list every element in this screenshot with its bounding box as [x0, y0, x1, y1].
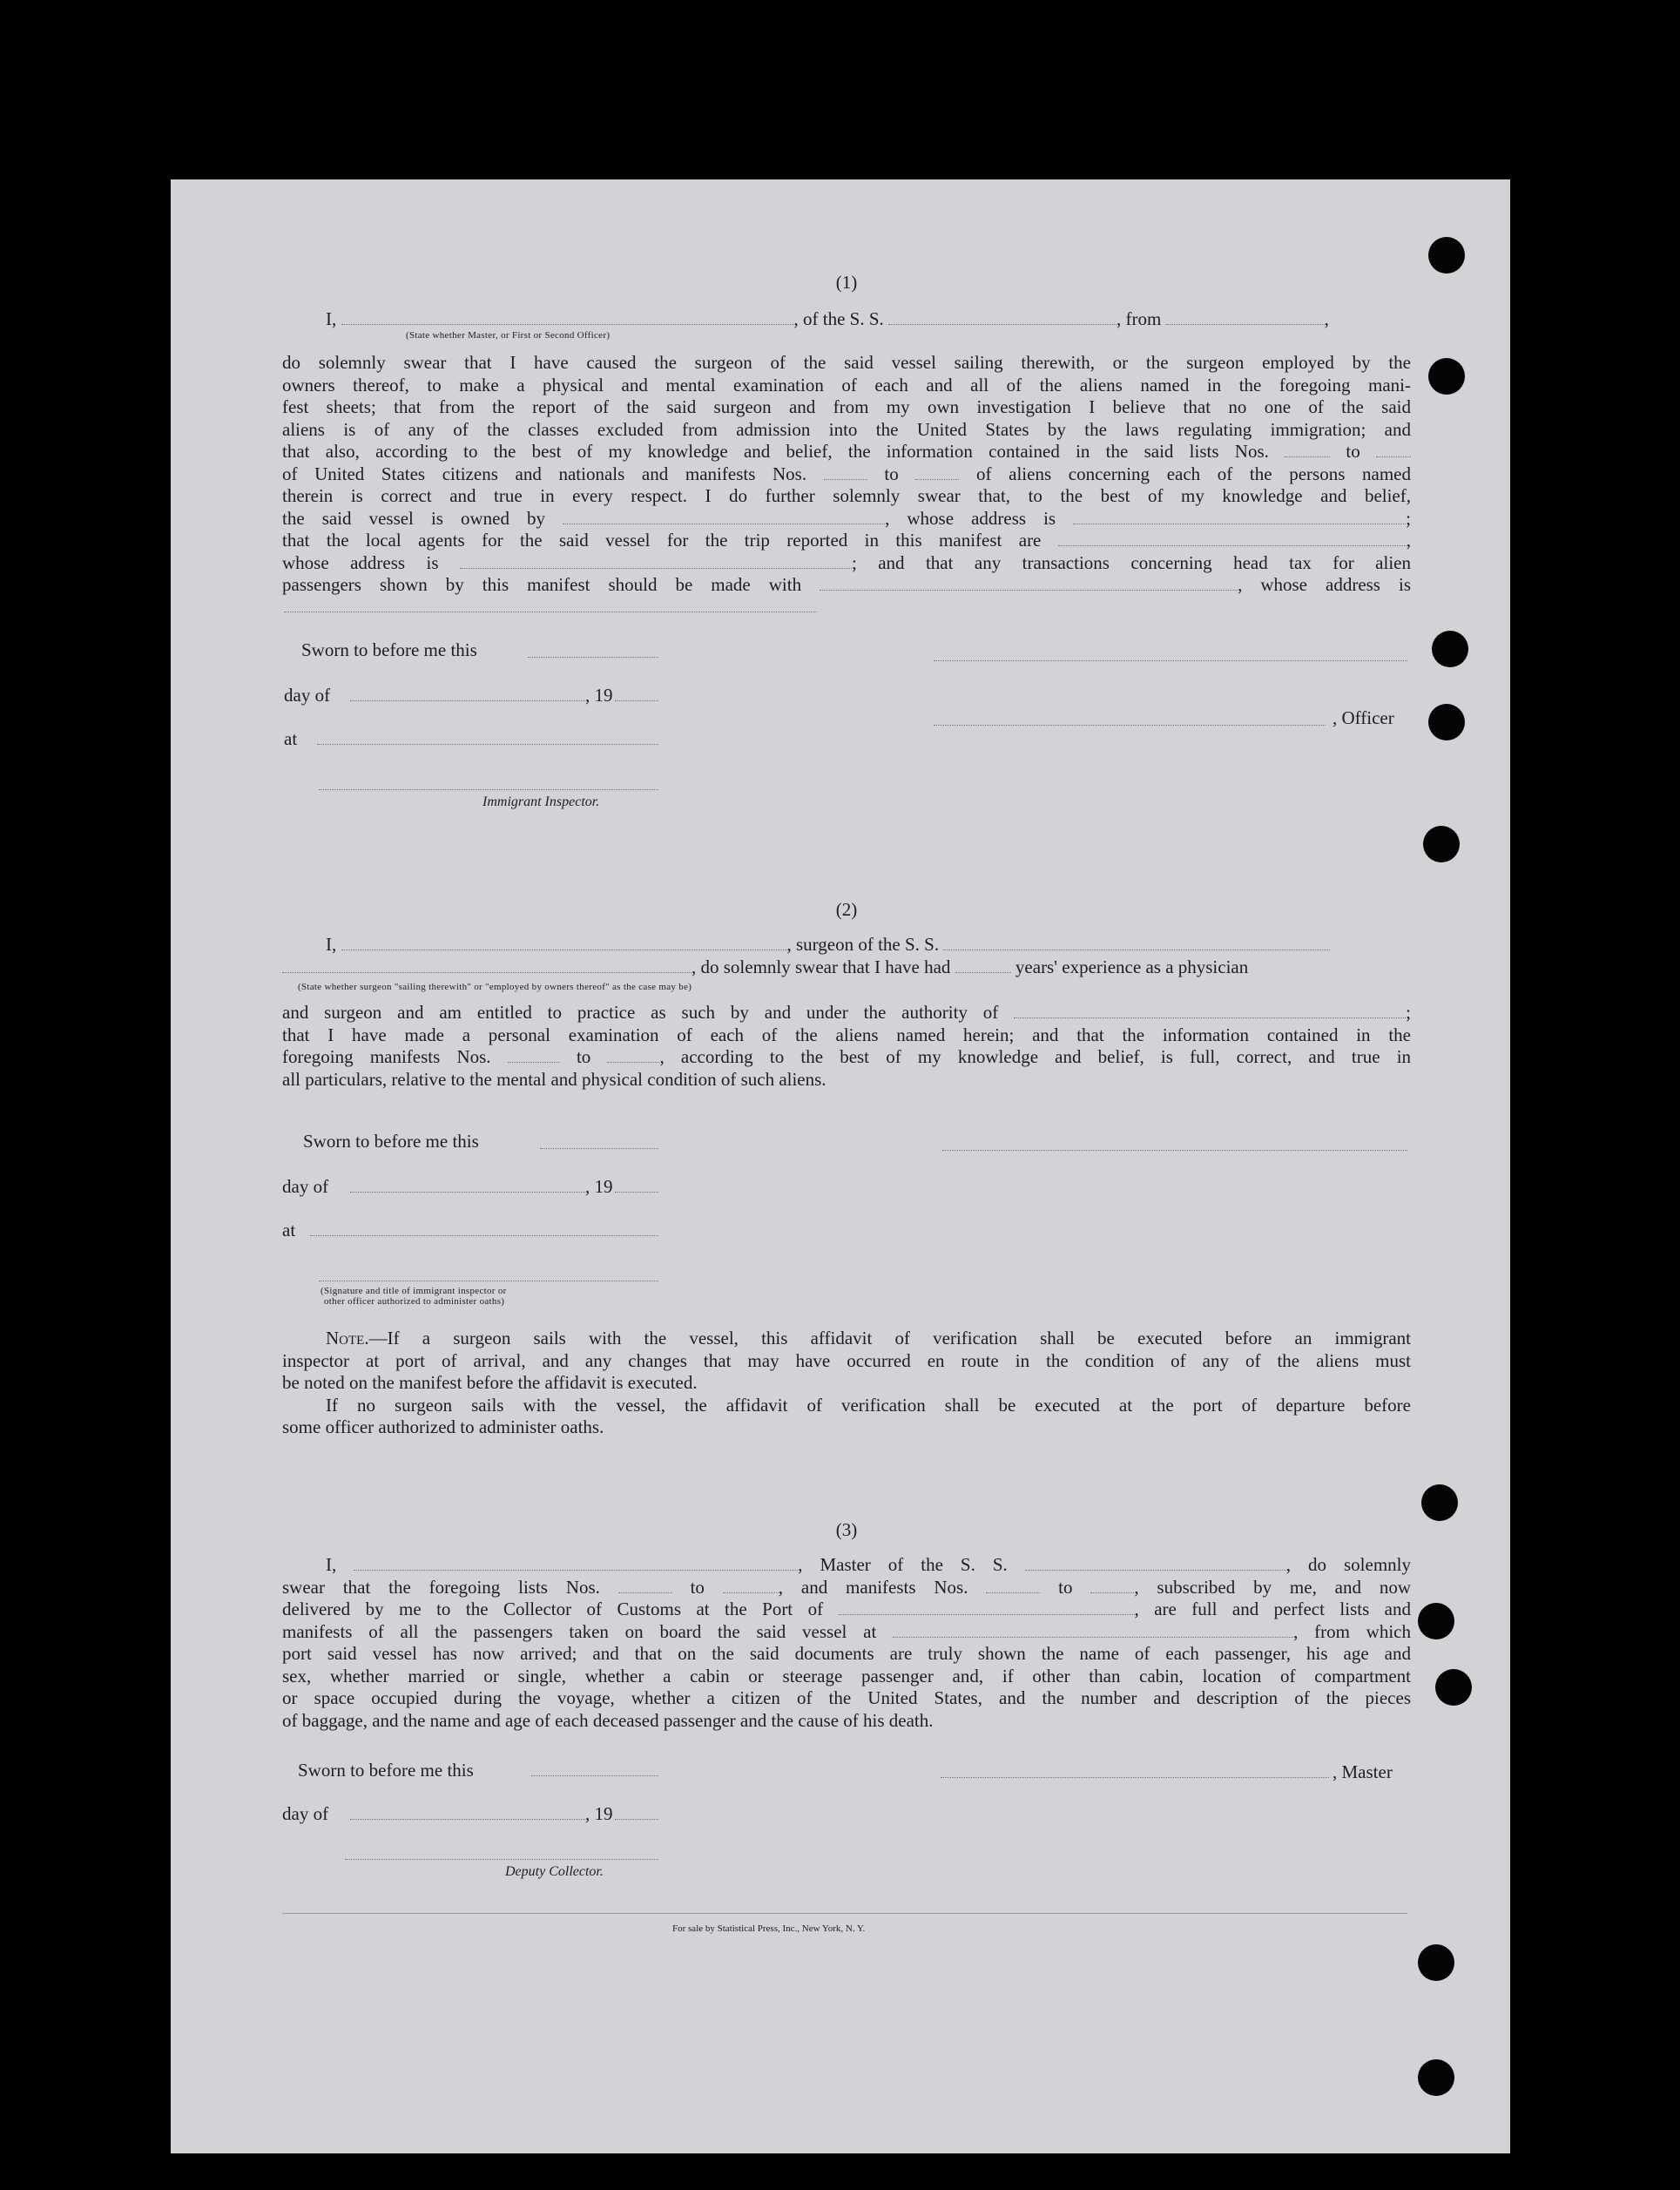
text: to — [1346, 441, 1360, 462]
local-agents-blank[interactable] — [1058, 530, 1407, 546]
at-label: at — [284, 728, 298, 749]
section-3-number: (3) — [835, 1519, 858, 1540]
text: to — [690, 1576, 705, 1598]
text: fest sheets; that from the report of the said surgeon and from my own investigation I believe that no one of the said — [282, 396, 1411, 417]
sworn-day-blank[interactable] — [528, 657, 658, 658]
sworn-day-blank[interactable] — [531, 1775, 658, 1776]
text: to — [884, 463, 899, 484]
section-1-opening-line — [282, 308, 1411, 331]
text: do solemnly swear that I have caused the surgeon of the said vessel sailing therewith, or the surgeon employed by the — [282, 352, 1411, 373]
text: I, — [326, 934, 337, 955]
text: , do solemnly — [1285, 1554, 1412, 1575]
years-blank[interactable] — [955, 956, 1011, 973]
day-of-label: day of — [282, 1803, 329, 1824]
text: of baggage, and the name and age of each deceased passenger and the cause of his death. — [282, 1709, 934, 1731]
punch-hole — [1428, 237, 1465, 274]
sworn-label: Sworn to before me this — [301, 639, 477, 660]
section-1-number: (1) — [835, 272, 858, 293]
text: whose address is — [282, 551, 439, 573]
year-blank[interactable] — [615, 1192, 658, 1193]
text: , are full and perfect lists and — [1134, 1599, 1412, 1619]
text: , from which — [1293, 1620, 1412, 1642]
text: , according to the best of my knowledge and belief, is full, correct, and true in — [659, 1046, 1412, 1067]
collector-signature-blank[interactable] — [345, 1859, 658, 1860]
form-page — [171, 179, 1510, 2153]
collector-caption: Deputy Collector. — [505, 1864, 604, 1879]
note-label: Note. — [326, 1328, 369, 1348]
section-2-body — [282, 934, 1411, 978]
text: , whose address is — [885, 507, 1056, 529]
manifests-to-blank[interactable] — [1090, 1577, 1134, 1593]
year-label: , 19 — [585, 1803, 613, 1824]
at-place-blank[interactable] — [310, 1235, 658, 1236]
officer-signature-blank[interactable] — [934, 725, 1326, 726]
text: and surgeon and am entitled to practice as such by and under the authority of — [282, 1002, 999, 1023]
text: therein is correct and true in every respect. I do further solemnly swear that, to the best of my knowledge and belief, — [282, 485, 1411, 506]
surgeon-name-blank[interactable] — [341, 934, 787, 950]
punch-hole — [1428, 704, 1465, 740]
text: some officer authorized to administer oaths. — [282, 1416, 604, 1437]
punch-hole — [1418, 1944, 1454, 1981]
section-2-paragraph — [282, 1002, 1411, 1091]
authority-blank[interactable] — [1014, 1002, 1406, 1018]
text: years' experience as a physician — [1015, 956, 1249, 977]
manifests-to-blank[interactable] — [607, 1046, 659, 1063]
text: , subscribed by me, and now — [1134, 1576, 1411, 1598]
text: If no surgeon sails with the vessel, the affidavit of verification shall be executed at the port of departure before — [326, 1394, 1411, 1416]
section-2-number: (2) — [835, 899, 858, 920]
manifests-from-blank[interactable] — [508, 1046, 560, 1063]
text: port said vessel has now arrived; and that on the said documents are truly shown the name of each passenger, his age and — [282, 1643, 1411, 1664]
owner-blank[interactable] — [563, 508, 885, 524]
text: that I have made a personal examination of each of the aliens named herein; and that the information contained in the — [282, 1024, 1411, 1045]
lists-to-blank[interactable] — [1376, 441, 1411, 457]
text: , Master of the S. S. — [798, 1554, 1008, 1575]
punch-hole — [1428, 358, 1465, 395]
signature-caption-1: (Signature and title of immigrant inspector or — [320, 1286, 507, 1296]
text: to — [1058, 1576, 1073, 1598]
punch-hole — [1432, 631, 1468, 667]
text: , — [1324, 308, 1329, 329]
sworn-label: Sworn to before me this — [303, 1131, 479, 1152]
text: , from — [1117, 308, 1162, 329]
text: of aliens concerning each of the persons named — [976, 463, 1412, 484]
surgeon-signature-blank[interactable] — [942, 1150, 1407, 1151]
master-signature-blank[interactable] — [941, 1777, 1329, 1778]
text: of United States citizens and nationals and manifests Nos. — [282, 463, 807, 484]
lists-from-blank[interactable] — [1285, 441, 1330, 457]
text: , — [1406, 530, 1412, 551]
text: that the local agents for the said vessel for the trip reported in this manifest are — [282, 530, 1042, 551]
lists-from-blank[interactable] — [618, 1577, 672, 1593]
year-label: , 19 — [585, 685, 613, 706]
at-label: at — [282, 1220, 296, 1240]
manifests-from-blank[interactable] — [824, 463, 867, 480]
text: delivered by me to the Collector of Customs at the Port of — [282, 1599, 824, 1619]
vessel-name-blank[interactable] — [888, 308, 1117, 325]
section-3-paragraph — [282, 1554, 1411, 1732]
printer-imprint: For sale by Statistical Press, Inc., New York, N. Y. — [672, 1923, 866, 1934]
month-blank[interactable] — [350, 1192, 585, 1193]
from-port-blank[interactable] — [1166, 308, 1325, 325]
manifests-to-blank[interactable] — [915, 463, 959, 480]
section-1-paragraph — [282, 352, 1411, 597]
text: —If a surgeon sails with the vessel, this affidavit of verification shall be executed before an immigrant — [368, 1328, 1411, 1348]
text: ; and that any transactions concerning head tax for alien — [851, 551, 1411, 573]
master-label: , Master — [1333, 1761, 1393, 1782]
agents-address-blank[interactable] — [460, 552, 852, 569]
manifests-from-blank[interactable] — [986, 1577, 1040, 1593]
sworn-day-blank[interactable] — [540, 1148, 658, 1149]
lists-to-blank[interactable] — [723, 1577, 779, 1593]
section-2-hint: (State whether surgeon "sailing therewith" or "employed by owners thereof" as the case may be) — [298, 982, 692, 992]
punch-hole — [1418, 1603, 1454, 1639]
section-1-hint: (State whether Master, or First or Second Officer) — [406, 330, 611, 341]
surgeon-status-blank[interactable] — [282, 956, 692, 973]
year-label: , 19 — [585, 1176, 613, 1197]
year-blank[interactable] — [615, 700, 658, 701]
text: , do solemnly swear that I have had — [692, 956, 951, 977]
day-of-label: day of — [284, 685, 331, 706]
text: aliens is of any of the classes excluded from admission into the United States by the laws regulating immigration; and — [282, 418, 1411, 440]
officer-label: , Officer — [1333, 707, 1394, 728]
text: inspector at port of arrival, and any changes that may have occurred en route in the condition of any of the aliens must — [282, 1349, 1411, 1371]
day-of-label: day of — [282, 1176, 329, 1197]
sworn-label: Sworn to before me this — [298, 1760, 474, 1781]
text: that also, according to the best of my knowledge and belief, the information contained in the said lists Nos. — [282, 441, 1269, 462]
text: ; — [1406, 507, 1411, 529]
text: , surgeon of the S. S. — [786, 934, 940, 955]
owner-address-blank[interactable] — [1073, 508, 1406, 524]
signature-caption-2: other officer authorized to administer oaths) — [324, 1296, 505, 1307]
master-officer-blank[interactable] — [341, 308, 794, 325]
text: I, — [326, 1554, 337, 1575]
text: passengers shown by this manifest should be made with — [282, 574, 802, 595]
month-blank[interactable] — [350, 700, 585, 701]
text: , of the S. S. — [793, 308, 884, 329]
punch-hole — [1423, 826, 1460, 862]
text: all particulars, relative to the mental and physical condition of such aliens. — [282, 1068, 827, 1090]
text: be noted on the manifest before the affidavit is executed. — [282, 1372, 698, 1393]
text: owners thereof, to make a physical and mental examination of each and all of the aliens named in the foregoing mani- — [282, 374, 1411, 395]
note-paragraph — [282, 1328, 1411, 1439]
text: , whose address is — [1238, 574, 1411, 595]
inspector-caption: Immigrant Inspector. — [482, 794, 600, 809]
punch-hole — [1421, 1484, 1458, 1521]
inspector-signature-blank[interactable] — [319, 789, 658, 790]
text: to — [576, 1046, 591, 1067]
month-blank[interactable] — [350, 1819, 585, 1820]
text: the said vessel is owned by — [282, 507, 546, 529]
at-place-blank[interactable] — [317, 744, 658, 745]
text: , and manifests Nos. — [778, 1576, 968, 1598]
vessel-name-blank[interactable] — [1025, 1554, 1286, 1571]
text: or space occupied during the voyage, whether a citizen of the United States, and the number and description of the pieces — [282, 1687, 1411, 1708]
vessel-name-blank[interactable] — [943, 934, 1330, 950]
punch-hole — [1418, 2059, 1454, 2096]
text: foregoing manifests Nos. — [282, 1046, 491, 1067]
footer-divider — [282, 1913, 1407, 1914]
head-tax-party-blank[interactable] — [820, 574, 1238, 591]
text: swear that the foregoing lists Nos. — [282, 1576, 600, 1598]
text: I, — [326, 308, 337, 329]
text: ; — [1406, 1002, 1412, 1023]
text: sex, whether married or single, whether a cabin or steerage passenger and, if other than cabin, location of compartment — [282, 1665, 1411, 1686]
port-blank[interactable] — [839, 1599, 1135, 1615]
punch-hole — [1435, 1669, 1472, 1706]
master-name-blank[interactable] — [354, 1554, 798, 1571]
departure-port-blank[interactable] — [893, 1621, 1293, 1638]
text: manifests of all the passengers taken on board the said vessel at — [282, 1620, 877, 1642]
master-signature-blank[interactable] — [934, 660, 1407, 661]
year-blank[interactable] — [615, 1819, 658, 1820]
